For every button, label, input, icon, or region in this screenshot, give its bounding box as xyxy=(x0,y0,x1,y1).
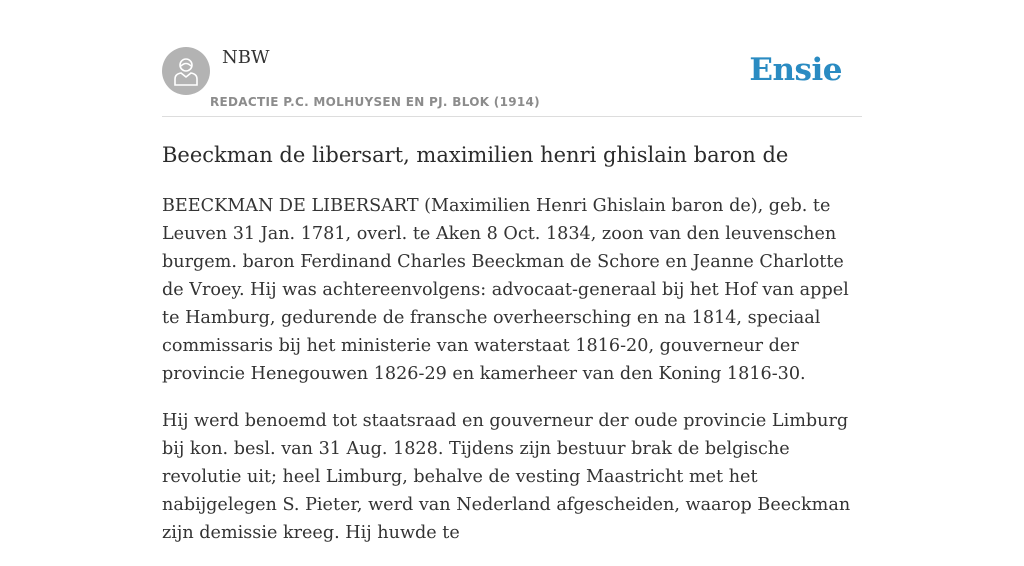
avatar[interactable] xyxy=(162,47,210,95)
article-paragraph: Hij werd benoemd tot staatsraad en gouverneur der oude provincie Limburg bij kon. besl. van 31 Aug. 1828. Tijdens zijn bestuur brak de belgische revolutie uit; heel Limburg, behalve de vesting Maastricht met het nabijgelegen S. Pieter, werd van Nederland afgescheiden, waarop Beeckman zijn demissie kreeg. Hij huwde te xyxy=(162,411,851,543)
author-name[interactable]: NBW xyxy=(222,47,270,68)
ensie-logo[interactable]: Ensie xyxy=(749,52,842,88)
article-container xyxy=(162,0,862,543)
article-paragraph: BEECKMAN DE LIBERSART (Maximilien Henri Ghislain baron de), geb. te Leuven 31 Jan. 1781, overl. te Aken 8 Oct. 1834, zoon van den leuvenschen burgem. baron Ferdinand Charles Beeckman de Schore en Jeanne Charlotte de Vroey. Hij was achtereenvolgens: advocaat-generaal bij het Hof van appel te Hamburg, gedurende de fransche overheersching en na 1814, speciaal commissaris bij het ministerie van waterstaat 1816-20, gouverneur der provincie Henegouwen 1826-29 en kamerheer van den Koning 1816-30. xyxy=(162,196,849,384)
editorial-credit: REDACTIE P.C. MOLHUYSEN EN PJ. BLOK (1914) xyxy=(210,95,540,109)
article-body xyxy=(162,192,862,566)
article-header xyxy=(162,0,862,117)
page-title: Beeckman de libersart, maximilien henri ghislain baron de xyxy=(162,143,789,167)
user-icon xyxy=(173,56,199,86)
